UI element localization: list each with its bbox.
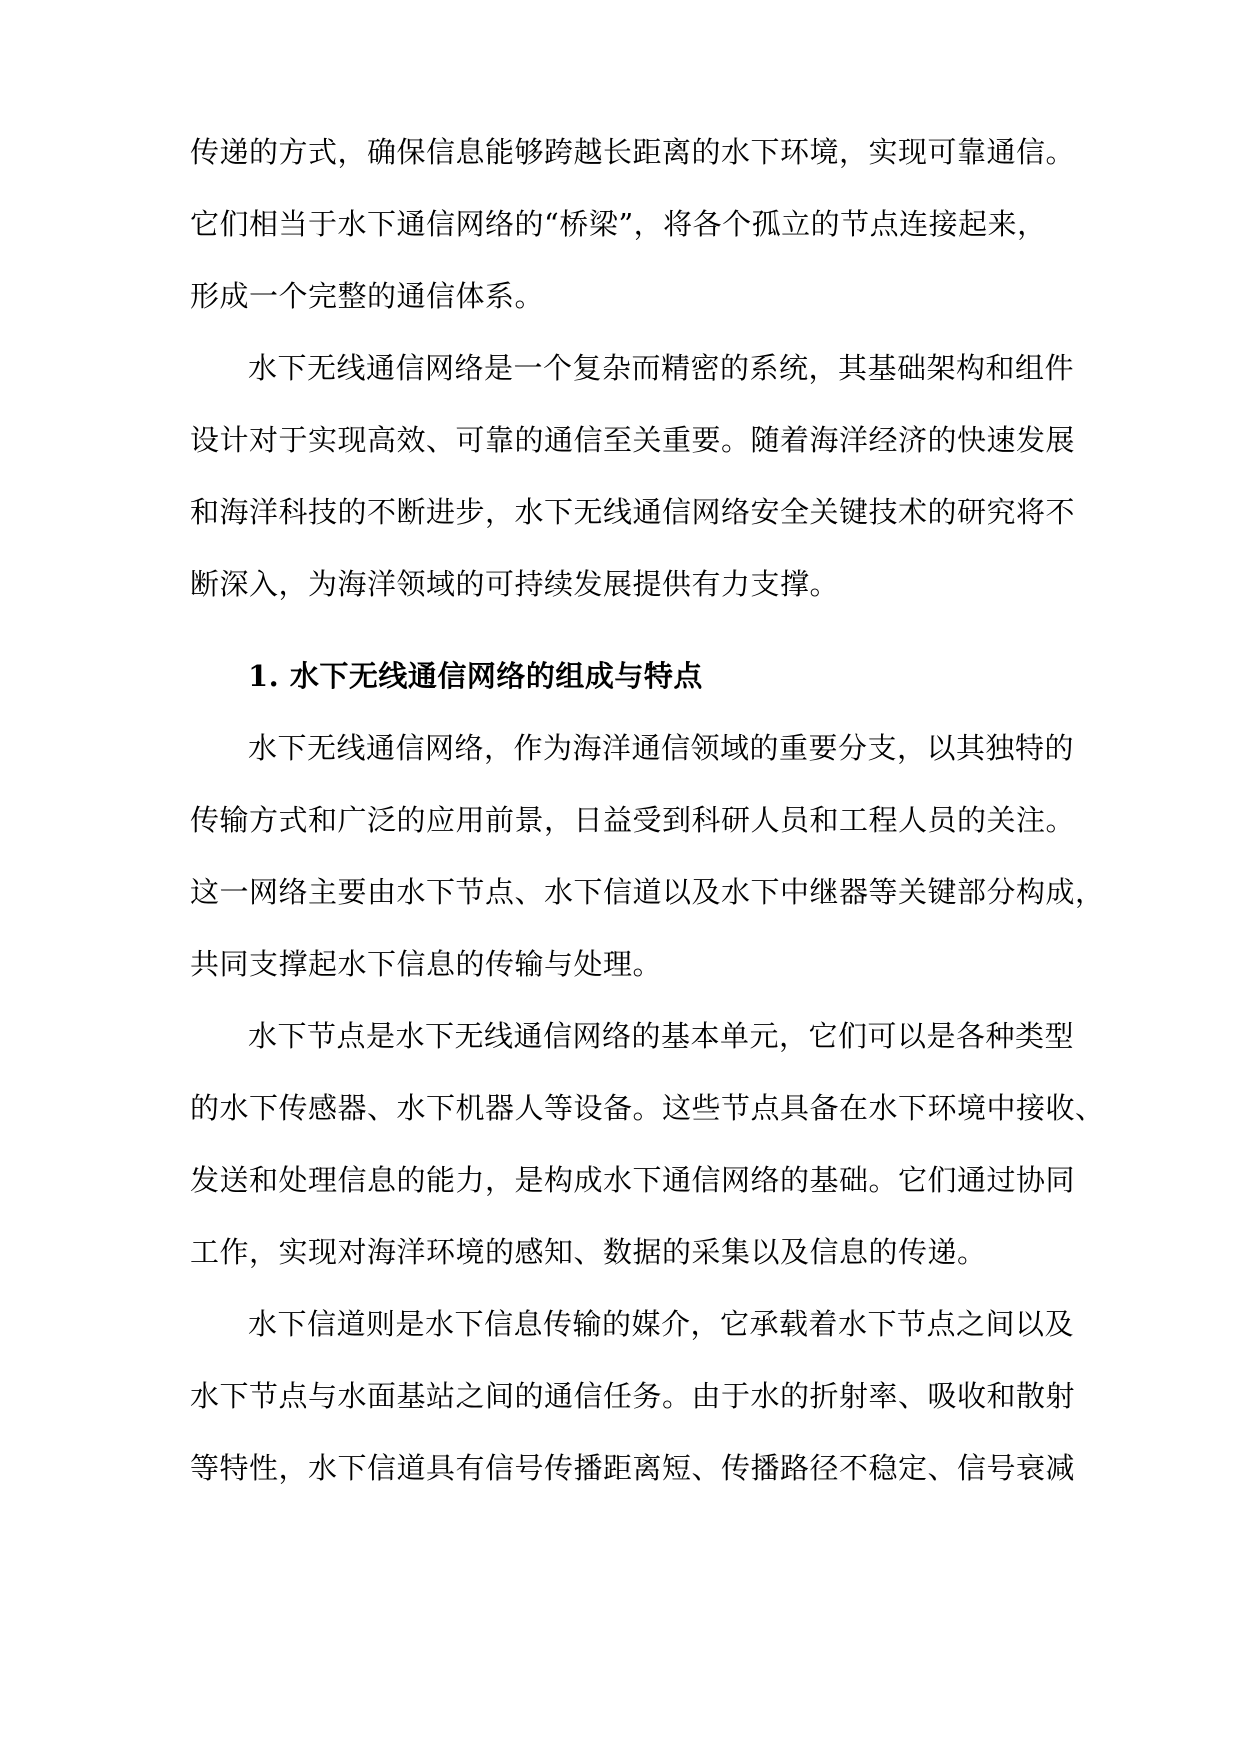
paragraph-line: 共同支撑起水下信息的传输与处理。 <box>190 947 663 981</box>
paragraph-line: 水下节点是水下无线通信网络的基本单元，它们可以是各种类型 <box>248 1019 1075 1053</box>
paragraph-line: 水下无线通信网络，作为海洋通信领域的重要分支，以其独特的 <box>248 731 1075 765</box>
paragraph-line: 传递的方式，确保信息能够跨越长距离的水下环境，实现可靠通信。 <box>190 135 1076 169</box>
paragraph-line: 工作，实现对海洋环境的感知、数据的采集以及信息的传递。 <box>190 1235 987 1269</box>
paragraph-line: 的水下传感器、水下机器人等设备。这些节点具备在水下环境中接收、 <box>190 1091 1105 1125</box>
paragraph-line: 水下信道则是水下信息传输的媒介，它承载着水下节点之间以及 <box>248 1307 1075 1341</box>
paragraph-line: 它们相当于水下通信网络的“桥梁”，将各个孤立的节点连接起来， <box>190 207 1047 241</box>
paragraph-line: 这一网络主要由水下节点、水下信道以及水下中继器等关键部分构成， <box>190 875 1105 909</box>
section-heading: 1. 水下无线通信网络的组成与特点 <box>248 659 703 693</box>
paragraph-line: 设计对于实现高效、可靠的通信至关重要。随着海洋经济的快速发展 <box>190 423 1076 457</box>
paragraph-line: 等特性，水下信道具有信号传播距离短、传播路径不稳定、信号衰减 <box>190 1451 1076 1485</box>
paragraph-line: 水下无线通信网络是一个复杂而精密的系统，其基础架构和组件 <box>248 351 1075 385</box>
paragraph-line: 水下节点与水面基站之间的通信任务。由于水的折射率、吸收和散射 <box>190 1379 1076 1413</box>
paragraph-line: 断深入，为海洋领域的可持续发展提供有力支撑。 <box>190 567 840 601</box>
paragraph-line: 发送和处理信息的能力，是构成水下通信网络的基础。它们通过协同 <box>190 1163 1076 1197</box>
paragraph-line: 形成一个完整的通信体系。 <box>190 279 545 313</box>
paragraph-line: 传输方式和广泛的应用前景，日益受到科研人员和工程人员的关注。 <box>190 803 1076 837</box>
paragraph-line: 和海洋科技的不断进步，水下无线通信网络安全关键技术的研究将不 <box>190 495 1076 529</box>
